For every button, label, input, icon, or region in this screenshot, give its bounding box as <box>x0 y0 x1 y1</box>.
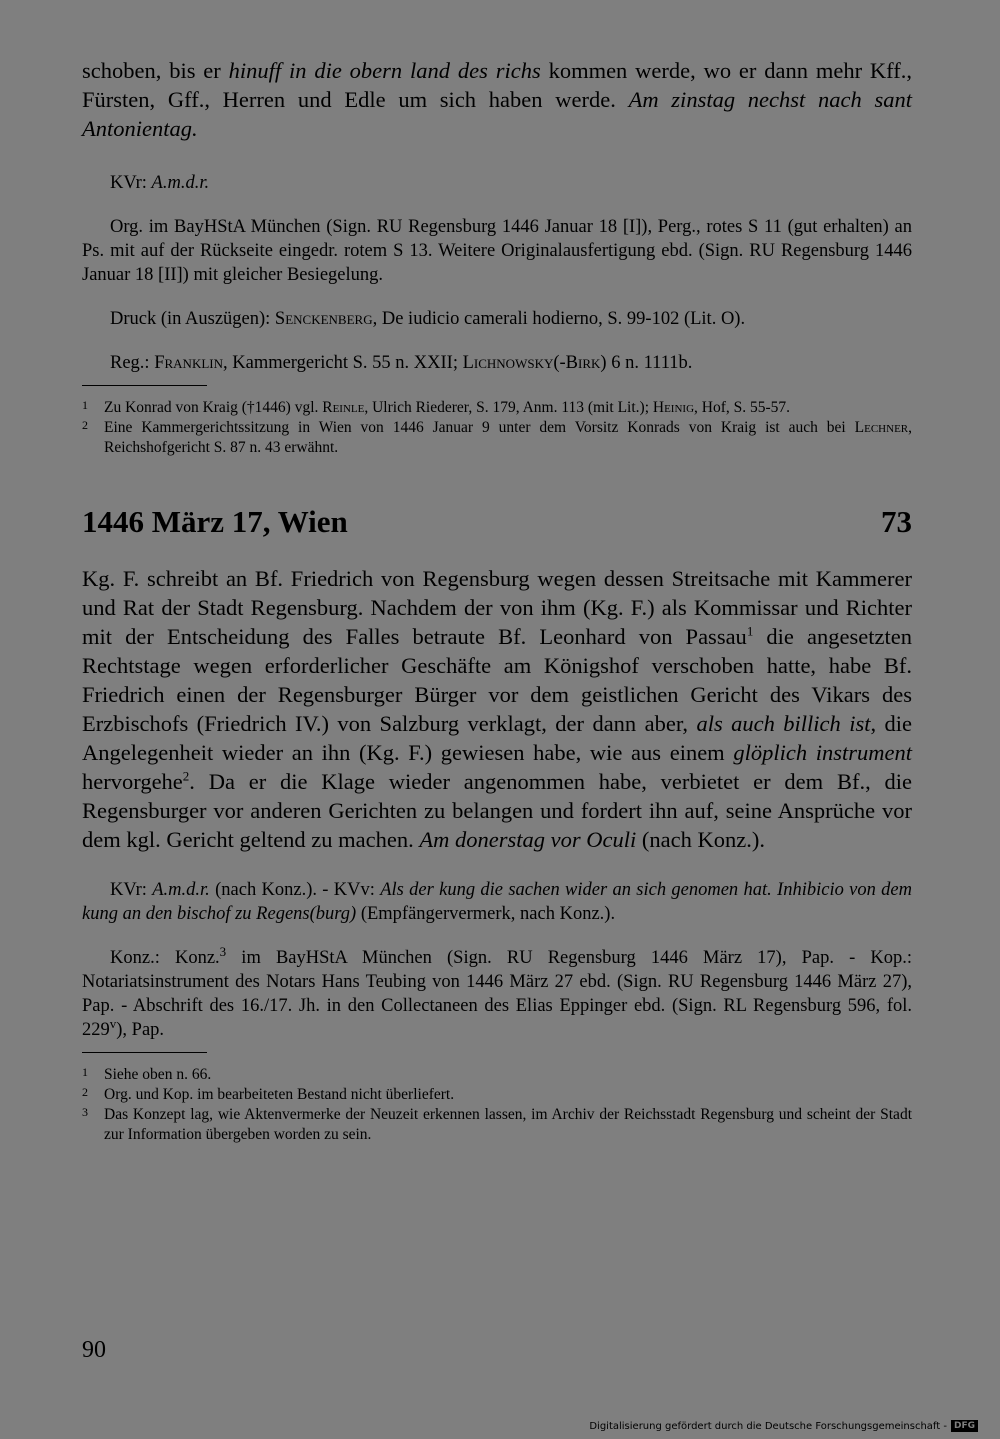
footnote <box>82 418 912 458</box>
footnote-ref: 1 <box>746 623 754 639</box>
text: die angesetzten Rechtstage wegen erforderlicher Geschäfte am Königshof verschoben hatte, habe Bf. Friedrich einen der Regensburger Bürger vor dem geistlichen Gericht des Vikars des Erzbischofs (Friedrich IV.) von Salzburg verklagt, der dann aber, <box>82 624 912 736</box>
footnote-text: Das Konzept lag, wie Aktenvermerke der Neuzeit erkennen lassen, im Archiv der Reichsstadt Regensburg und scheint der Stadt zur Information übergeben worden zu sein. <box>104 1106 912 1143</box>
original-note: Org. im BayHStA München (Sign. RU Regensburg 1446 Januar 18 [I]), Perg., rotes S 11 (gut erhalten) an Ps. mit auf der Rückseite eingedr. rotem S 13. Weitere Originalausfertigung ebd. (Sign. RU Regensburg 1446 Januar 18 [II]) mit gleicher Besiegelung. <box>82 217 912 285</box>
quote: hinuff in die obern land des richs <box>228 58 541 83</box>
text: Druck (in Auszügen): <box>110 309 275 329</box>
text: im BayHStA München (Sign. RU Regensburg 1446 März 17), Pap. - Kop.: Notariatsinstrument des Notars Hans Teubing von 1446 März 27 ebd. (Sign. RU Regensburg 1446 März 27), Pap. - Abschrift des 16./17. Jh. in den Collectaneen des Elias Eppinger ebd. (Sign. RL Regensburg 596, fol. 229 <box>82 948 912 1040</box>
footnote-number: 2 <box>82 1085 88 1099</box>
text: , Reichshofgericht S. 87 n. 43 erwähnt. <box>104 419 912 456</box>
text: , die Angelegenheit wieder an ihn (Kg. F.) gewiesen habe, wie aus einem <box>82 711 912 765</box>
footnote-text: Siehe oben n. 66. <box>104 1066 212 1083</box>
author-name: Heinig <box>652 399 695 416</box>
footnote-number: 2 <box>82 418 88 432</box>
footnote-text: Org. und Kop. im bearbeiteten Bestand nicht überliefert. <box>104 1086 455 1103</box>
text: (nach Konz.). - KVv: <box>209 880 381 900</box>
page-number: 90 <box>82 1337 106 1363</box>
text: . Da er die Klage wieder angenommen habe, verbietet er dem Bf., die Regensburger vor anderen Gerichten zu belangen und fordert ihn auf, seine Ansprüche vor dem kgl. Gericht geltend zu machen. <box>82 769 912 852</box>
author-name: Lechner <box>854 419 909 436</box>
quote: glöplich instrument <box>733 740 912 765</box>
funding-credit <box>589 1420 978 1432</box>
entry-title: 1446 März 17, Wien <box>82 504 348 539</box>
author-name: Franklin <box>154 353 223 373</box>
regest-paragraph <box>82 564 912 854</box>
reg-note <box>82 351 912 375</box>
footnote-number: 1 <box>82 398 88 412</box>
text: Reg.: <box>110 353 155 373</box>
text: , Kammergericht S. 55 n. XXII; <box>223 353 463 373</box>
quote: Als der kung die sachen wider an sich genomen hat. Inhibicio von dem kung an den bischof zu Regens(burg) <box>82 880 912 924</box>
author-name: Senckenberg <box>274 309 373 329</box>
text: schoben, bis er <box>82 58 229 83</box>
quote: A.m.d.r. <box>152 880 210 900</box>
author-name: Lichnowsky(-Birk) <box>462 353 607 373</box>
continuation-paragraph <box>82 56 912 143</box>
superscript: v <box>109 1015 117 1031</box>
text: Konz.: Konz. <box>110 948 220 968</box>
footnote <box>82 1105 912 1145</box>
druck-note <box>82 307 912 331</box>
text: Kg. F. schreibt an Bf. Friedrich von Regensburg wegen dessen Streitsache mit Kammerer und Rat der Stadt Regensburg. Nachdem der von ihm (Kg. F.) als Kommissar und Richter mit der Entscheidung des Falles betraute Bf. Leonhard von Passau <box>82 566 912 649</box>
author-name: Reinle <box>322 399 365 416</box>
text: kommen werde, wo er dann mehr Kff., Fürsten, Gff., Herren und Edle um sich haben werde. <box>82 58 913 112</box>
footnote-divider <box>82 1052 207 1053</box>
kvr-label: KVr: <box>110 173 152 193</box>
text: (nach Konz.). <box>636 827 765 852</box>
text: hervorgehe <box>82 769 183 794</box>
footnote <box>82 1065 912 1085</box>
footnote-ref: 3 <box>219 943 227 959</box>
date-quote: Am donerstag vor Oculi <box>419 827 637 852</box>
kvr-note <box>82 171 912 195</box>
page-content <box>82 56 912 1145</box>
quote: als auch billich ist <box>696 711 871 736</box>
text: , Ulrich Riederer, S. 179, Anm. 113 (mit Lit.); <box>364 399 653 416</box>
footnote <box>82 1085 912 1105</box>
footnote <box>82 398 912 418</box>
entry-number: 73 <box>881 504 912 539</box>
entry-heading <box>82 504 912 540</box>
text: KVr: <box>110 880 153 900</box>
footnote-number: 3 <box>82 1105 88 1119</box>
text: , Hof, S. 55-57. <box>694 399 791 416</box>
kvr-value: A.m.d.r. <box>151 173 210 193</box>
credit-text: Digitalisierung gefördert durch die Deutsche Forschungsgemeinschaft - <box>589 1420 947 1432</box>
date-quote: Am zinstag nechst nach sant Antonientag. <box>82 87 913 141</box>
text: Zu Konrad von Kraig (†1446) vgl. <box>104 399 323 416</box>
footnote-ref: 2 <box>182 768 190 784</box>
text: 6 n. 1111b. <box>606 353 693 373</box>
text: Eine Kammergerichtssitzung in Wien von 1446 Januar 9 unter dem Vorsitz Konrads von Kraig ist auch bei <box>104 419 855 436</box>
text: ), Pap. <box>116 1020 165 1040</box>
text: (Empfängervermerk, nach Konz.). <box>356 904 616 924</box>
footnote-number: 1 <box>82 1065 88 1079</box>
footnote-divider <box>82 385 207 386</box>
kvr-note <box>82 878 912 926</box>
dfg-logo: DFG <box>951 1420 978 1432</box>
konz-note <box>82 943 912 1042</box>
text: , De iudicio camerali hodierno, S. 99-102 (Lit. O). <box>372 309 746 329</box>
